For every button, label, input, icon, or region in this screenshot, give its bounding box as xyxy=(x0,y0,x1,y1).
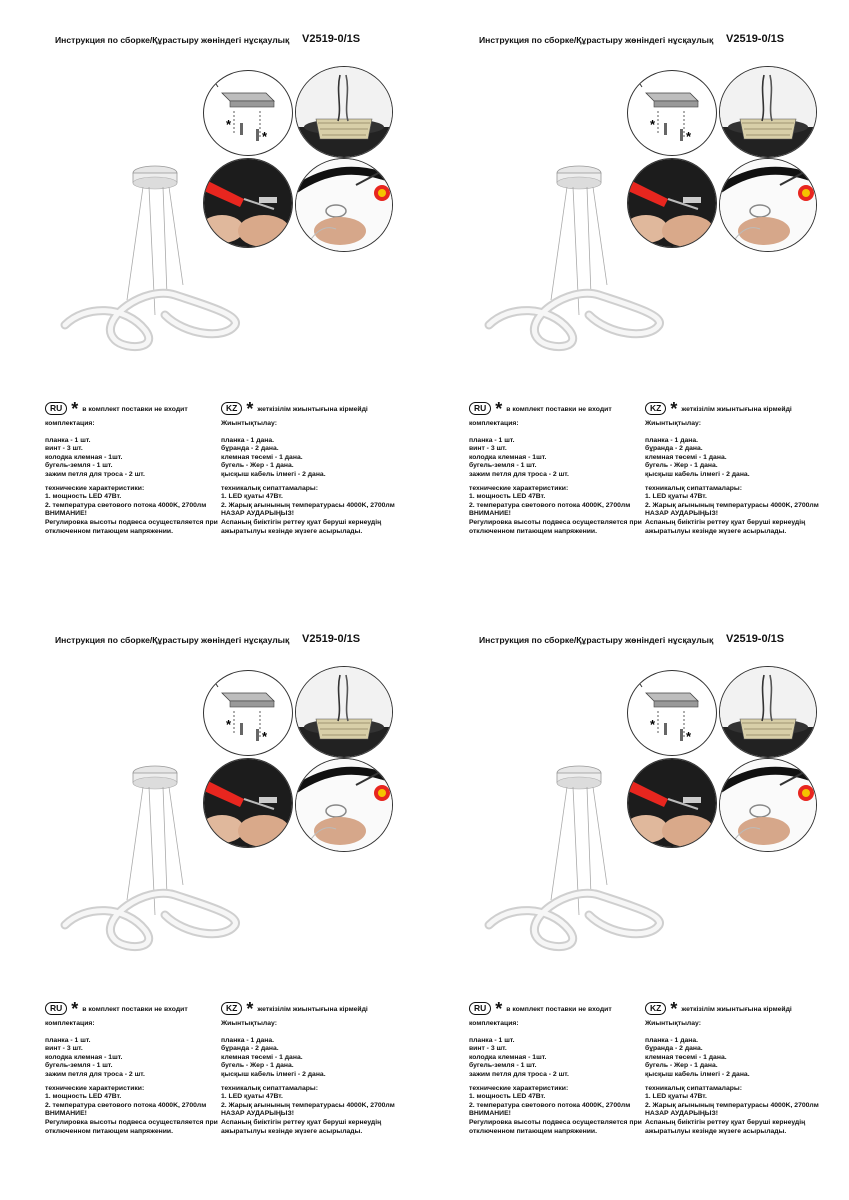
kz-kit-item: қысқыш кабель ілмегі - 2 дана. xyxy=(221,1070,326,1078)
asterisk-icon: * xyxy=(670,999,678,1019)
ru-warning-heading: ВНИМАНИЕ! xyxy=(469,1110,511,1118)
ceiling-wiring-icon xyxy=(295,666,393,758)
cable-loop-step-icon xyxy=(295,158,393,252)
kz-column xyxy=(221,1020,401,1136)
kz-kit-item: бұранда - 2 дана. xyxy=(221,445,279,453)
svg-text:*: * xyxy=(262,729,268,744)
instruction-title: Инструкция по сборке/Құрастыру жөніндегі нұсқаулық xyxy=(479,35,714,45)
ru-header xyxy=(469,998,612,1019)
kz-kit-item: клемная төсемі - 1 дана. xyxy=(221,1053,303,1061)
ru-language-badge: RU xyxy=(469,402,491,415)
kz-tech-heading: техникалық сипаттамалары: xyxy=(221,1084,318,1092)
asterisk-icon: * xyxy=(71,999,79,1019)
model-number: V2519-0/1S xyxy=(726,633,785,645)
instruction-title: Инструкция по сборке/Құрастыру жөніндегі нұсқаулық xyxy=(479,635,714,645)
kz-kit-item: қысқыш кабель ілмегі - 2 дана. xyxy=(221,470,326,478)
asterisk-icon: * xyxy=(670,399,678,419)
instruction-title: Инструкция по сборке/Құрастыру жөніндегі нұсқаулық xyxy=(55,35,290,45)
kz-kit-item: бұранда - 2 дана. xyxy=(221,1045,279,1053)
kz-warning-text: Аспаның биіктігін реттеу қуат беруші кернеудің ажыратылуы кезінде жүзеге асырылады. xyxy=(645,518,806,535)
instruction-panel xyxy=(424,600,848,1200)
ru-kit-item: винт - 3 шт. xyxy=(469,1045,507,1053)
kz-column xyxy=(221,420,401,536)
mounting-bracket-icon xyxy=(627,670,717,756)
kz-kit-item: клемная төсемі - 1 дана. xyxy=(221,453,303,461)
instruction-panel xyxy=(0,0,424,600)
kz-tech-item: 2. Жарық ағынының температурасы 4000K, 2700лм xyxy=(221,501,395,509)
kz-warning-heading: НАЗАР АУДАРЫҢЫЗ! xyxy=(221,1110,294,1118)
svg-text:*: * xyxy=(262,129,268,144)
ru-kit-item: зажим петля для троса - 2 шт. xyxy=(45,470,145,478)
ru-kit-heading: комплектация: xyxy=(45,1020,95,1027)
ru-kit-item: зажим петля для троса - 2 шт. xyxy=(469,1070,569,1078)
ru-kit-item: зажим петля для троса - 2 шт. xyxy=(469,470,569,478)
ru-kit-item: бугель-земля - 1 шт. xyxy=(45,1062,113,1070)
kz-kit-item: клемная төсемі - 1 дана. xyxy=(645,1053,727,1061)
ru-kit-item: колодка клемная - 1шт. xyxy=(469,453,547,461)
kz-warning-text: Аспаның биіктігін реттеу қуат беруші кернеудің ажыратылуы кезінде жүзеге асырылады. xyxy=(645,1118,806,1135)
model-number: V2519-0/1S xyxy=(302,33,361,45)
screwdriver-step-icon xyxy=(203,758,293,848)
kz-tech-item: 1. LED қуаты 47Вт. xyxy=(645,1093,707,1101)
kz-tech-item: 2. Жарық ағынының температурасы 4000K, 2700лм xyxy=(645,501,819,509)
ru-star-note: в комплект поставки не входит xyxy=(82,406,188,413)
ru-language-badge: RU xyxy=(45,402,67,415)
kz-header xyxy=(645,998,792,1019)
screwdriver-step-icon xyxy=(627,758,717,848)
kz-star-note: жеткізілім жиынтығына кірмейді xyxy=(681,406,792,413)
kz-language-badge: KZ xyxy=(221,402,242,415)
kz-tech-heading: техникалық сипаттамалары: xyxy=(645,1084,742,1092)
asterisk-icon: * xyxy=(246,999,254,1019)
kz-kit-heading: Жиынтықтылау: xyxy=(645,1020,701,1027)
kz-warning-heading: НАЗАР АУДАРЫҢЫЗ! xyxy=(645,510,718,518)
kz-language-badge: KZ xyxy=(645,1002,666,1015)
ru-tech-heading: технические характеристики: xyxy=(469,1084,569,1092)
mounting-bracket-icon xyxy=(627,70,717,156)
svg-text:*: * xyxy=(686,129,692,144)
ru-column xyxy=(469,420,644,536)
kz-kit-item: бұранда - 2 дана. xyxy=(645,445,703,453)
screwdriver-step-icon xyxy=(203,158,293,248)
ru-tech-heading: технические характеристики: xyxy=(45,484,145,492)
ru-kit-item: бугель-земля - 1 шт. xyxy=(45,462,113,470)
kz-language-badge: KZ xyxy=(645,402,666,415)
kz-kit-item: қысқыш кабель ілмегі - 2 дана. xyxy=(645,1070,750,1078)
kz-tech-item: 2. Жарық ағынының температурасы 4000K, 2700лм xyxy=(221,1101,395,1109)
kz-kit-item: қысқыш кабель ілмегі - 2 дана. xyxy=(645,470,750,478)
ru-tech-heading: технические характеристики: xyxy=(469,484,569,492)
ru-tech-item: 1. мощность LED 47Вт. xyxy=(45,1093,122,1101)
ru-tech-item: 2. температура светового потока 4000K, 2700лм xyxy=(469,1101,631,1109)
kz-column xyxy=(645,1020,825,1136)
ceiling-wiring-icon xyxy=(719,666,817,758)
ru-tech-item: 1. мощность LED 47Вт. xyxy=(469,493,546,501)
kz-kit-heading: Жиынтықтылау: xyxy=(221,1020,277,1027)
asterisk-icon: * xyxy=(495,999,503,1019)
ru-tech-item: 1. мощность LED 47Вт. xyxy=(45,493,122,501)
kz-kit-heading: Жиынтықтылау: xyxy=(221,420,277,427)
ru-language-badge: RU xyxy=(45,1002,67,1015)
asterisk-icon: * xyxy=(71,399,79,419)
cable-loop-step-icon xyxy=(719,758,817,852)
ru-tech-heading: технические характеристики: xyxy=(45,1084,145,1092)
ru-kit-item: планка - 1 шт. xyxy=(45,436,91,444)
kz-kit-item: планка - 1 дана. xyxy=(221,1036,275,1044)
kz-kit-item: бугель - Жер - 1 дана. xyxy=(645,462,718,470)
ru-tech-item: 2. температура светового потока 4000K, 2700лм xyxy=(45,501,207,509)
kz-kit-item: планка - 1 дана. xyxy=(645,1036,699,1044)
ru-warning-heading: ВНИМАНИЕ! xyxy=(45,510,87,518)
ru-column xyxy=(45,1020,220,1136)
instruction-title: Инструкция по сборке/Құрастыру жөніндегі нұсқаулық xyxy=(55,635,290,645)
ru-column xyxy=(45,420,220,536)
svg-text:*: * xyxy=(686,729,692,744)
ru-kit-item: винт - 3 шт. xyxy=(469,445,507,453)
ru-kit-item: планка - 1 шт. xyxy=(469,436,515,444)
kz-star-note: жеткізілім жиынтығына кірмейді xyxy=(257,1006,368,1013)
ru-kit-item: колодка клемная - 1шт. xyxy=(45,453,123,461)
ru-kit-item: планка - 1 шт. xyxy=(469,1036,515,1044)
kz-kit-item: клемная төсемі - 1 дана. xyxy=(645,453,727,461)
ru-star-note: в комплект поставки не входит xyxy=(506,1006,612,1013)
kz-tech-item: 1. LED қуаты 47Вт. xyxy=(221,493,283,501)
svg-text:*: * xyxy=(650,117,656,132)
ru-tech-item: 2. температура светового потока 4000K, 2700лм xyxy=(469,501,631,509)
screwdriver-step-icon xyxy=(627,158,717,248)
ru-header xyxy=(469,398,612,419)
kz-warning-text: Аспаның биіктігін реттеу қуат беруші кернеудің ажыратылуы кезінде жүзеге асырылады. xyxy=(221,518,382,535)
ru-kit-item: зажим петля для троса - 2 шт. xyxy=(45,1070,145,1078)
cable-loop-step-icon xyxy=(295,758,393,852)
kz-kit-item: бұранда - 2 дана. xyxy=(645,1045,703,1053)
kz-warning-text: Аспаның биіктігін реттеу қуат беруші кернеудің ажыратылуы кезінде жүзеге асырылады. xyxy=(221,1118,382,1135)
mounting-bracket-icon xyxy=(203,70,293,156)
ru-language-badge: RU xyxy=(469,1002,491,1015)
kz-kit-item: планка - 1 дана. xyxy=(221,436,275,444)
kz-kit-item: бугель - Жер - 1 дана. xyxy=(221,462,294,470)
kz-kit-heading: Жиынтықтылау: xyxy=(645,420,701,427)
kz-tech-item: 1. LED қуаты 47Вт. xyxy=(645,493,707,501)
mounting-bracket-icon xyxy=(203,670,293,756)
ru-star-note: в комплект поставки не входит xyxy=(506,406,612,413)
ru-header xyxy=(45,998,188,1019)
svg-text:*: * xyxy=(226,717,232,732)
instruction-panel xyxy=(0,600,424,1200)
kz-kit-item: планка - 1 дана. xyxy=(645,436,699,444)
kz-tech-heading: техникалық сипаттамалары: xyxy=(221,484,318,492)
ru-warning-text: Регулировка высоты подвеса осуществляется при отключенном питающем напряжении. xyxy=(45,518,218,535)
kz-tech-item: 2. Жарық ағынының температурасы 4000K, 2700лм xyxy=(645,1101,819,1109)
kz-kit-item: бугель - Жер - 1 дана. xyxy=(645,1062,718,1070)
kz-star-note: жеткізілім жиынтығына кірмейді xyxy=(257,406,368,413)
model-number: V2519-0/1S xyxy=(726,33,785,45)
ru-kit-heading: комплектация: xyxy=(469,420,519,427)
instruction-panel xyxy=(424,0,848,600)
ru-warning-heading: ВНИМАНИЕ! xyxy=(469,510,511,518)
ru-column xyxy=(469,1020,644,1136)
ceiling-wiring-icon xyxy=(295,66,393,158)
kz-header xyxy=(221,398,368,419)
ru-warning-heading: ВНИМАНИЕ! xyxy=(45,1110,87,1118)
ceiling-wiring-icon xyxy=(719,66,817,158)
ru-kit-heading: комплектация: xyxy=(469,1020,519,1027)
kz-warning-heading: НАЗАР АУДАРЫҢЫЗ! xyxy=(221,510,294,518)
kz-column xyxy=(645,420,825,536)
svg-text:*: * xyxy=(650,717,656,732)
ru-tech-item: 2. температура светового потока 4000K, 2700лм xyxy=(45,1101,207,1109)
ru-kit-item: бугель-земля - 1 шт. xyxy=(469,462,537,470)
kz-header xyxy=(645,398,792,419)
ru-kit-item: бугель-земля - 1 шт. xyxy=(469,1062,537,1070)
ru-warning-text: Регулировка высоты подвеса осуществляется при отключенном питающем напряжении. xyxy=(45,1118,218,1135)
ru-kit-item: колодка клемная - 1шт. xyxy=(469,1053,547,1061)
ru-kit-item: винт - 3 шт. xyxy=(45,1045,83,1053)
cable-loop-step-icon xyxy=(719,158,817,252)
kz-star-note: жеткізілім жиынтығына кірмейді xyxy=(681,1006,792,1013)
kz-header xyxy=(221,998,368,1019)
kz-language-badge: KZ xyxy=(221,1002,242,1015)
ru-kit-item: винт - 3 шт. xyxy=(45,445,83,453)
model-number: V2519-0/1S xyxy=(302,633,361,645)
ru-star-note: в комплект поставки не входит xyxy=(82,1006,188,1013)
ru-kit-item: планка - 1 шт. xyxy=(45,1036,91,1044)
asterisk-icon: * xyxy=(246,399,254,419)
kz-tech-heading: техникалық сипаттамалары: xyxy=(645,484,742,492)
kz-kit-item: бугель - Жер - 1 дана. xyxy=(221,1062,294,1070)
ru-header xyxy=(45,398,188,419)
ru-kit-heading: комплектация: xyxy=(45,420,95,427)
ru-kit-item: колодка клемная - 1шт. xyxy=(45,1053,123,1061)
asterisk-icon: * xyxy=(495,399,503,419)
kz-warning-heading: НАЗАР АУДАРЫҢЫЗ! xyxy=(645,1110,718,1118)
svg-text:*: * xyxy=(226,117,232,132)
kz-tech-item: 1. LED қуаты 47Вт. xyxy=(221,1093,283,1101)
ru-warning-text: Регулировка высоты подвеса осуществляется при отключенном питающем напряжении. xyxy=(469,518,642,535)
ru-tech-item: 1. мощность LED 47Вт. xyxy=(469,1093,546,1101)
ru-warning-text: Регулировка высоты подвеса осуществляется при отключенном питающем напряжении. xyxy=(469,1118,642,1135)
